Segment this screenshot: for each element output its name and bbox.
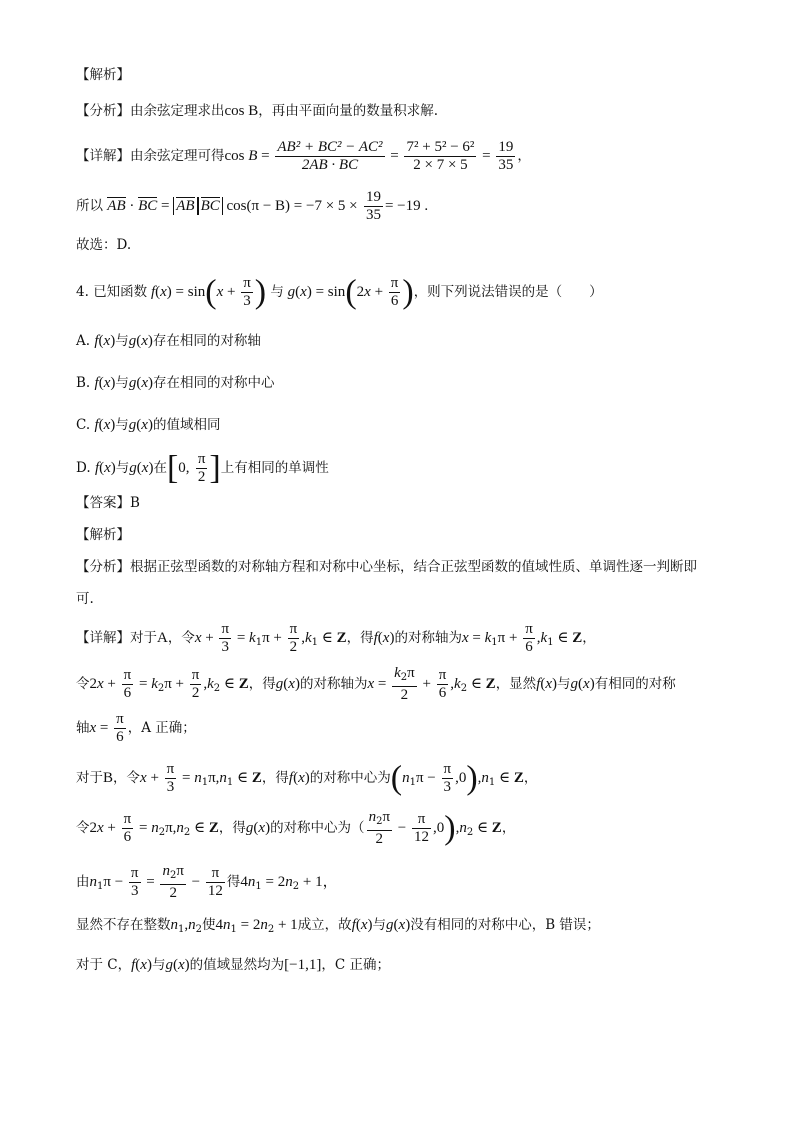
detail-b-line-3: 由$n_1\pi$ − $\frac{\pi}{3}$ = $\frac{n_2\pi}{2}$ − $\frac{\pi}{12}$ 得$4n_1 = 2n_2 + 1$， xyxy=(76,863,338,901)
f-pi-third: $\frac{\pi}{3}$ xyxy=(243,275,251,309)
detail-a-line-2: 令2x + $\frac{\pi}{6}$ = $k_2\pi$ + $\frac{\pi}{2}$ $,k_2$ ∈ Z，得g(x)的对称轴为x = $\frac{k_2\pi}{2}$ + $\frac{\pi}{6}$ $,k_2$ ∈ Z，显然f(x)与g(x)有相同的对称 xyxy=(76,665,676,703)
analysis-heading-1: 【解析】 xyxy=(76,67,130,83)
pi-over-two: $\frac{\pi}{2}$ xyxy=(197,451,206,485)
cos-formula-fraction: $\frac{\text{AB² + BC² − AC²}}{2AB \cdot BC}$ xyxy=(277,139,383,173)
detail-b-line-4: 显然不存在整数$n_1,n_2$使$4n_1 = 2n_2 + 1$成立，故f(x)与g(x)没有相同的对称中心，B 错误； xyxy=(76,917,600,935)
option-a: A. f(x)与g(x)存在相同的对称轴 xyxy=(76,333,261,349)
analysis-heading-2: 【解析】 xyxy=(76,527,130,543)
cos-result-fraction: $\frac{19}{35}$ xyxy=(498,139,514,173)
analysis-paragraph-2: 【分析】根据正弦型函数的对称轴方程和对称中心坐标，结合正弦型函数的值域性质、单调性逐一判断即 xyxy=(76,559,697,575)
detail-c-line: 对于 C，f(x)与g(x)的值域显然均为[−1,1]，C 正确； xyxy=(76,957,390,973)
detail-a-line-1: 【详解】对于A，令x + $\frac{\pi}{3}$ = $k_1\pi$ + $\frac{\pi}{2}$ $,k_1$ ∈ Z，得f(x)的对称轴为$x = k_1\pi$ + $\frac{\pi}{6}$ $,k_1$ ∈ Z， xyxy=(76,621,596,655)
analysis-paragraph-2-cont: 可. xyxy=(76,591,94,607)
dot-product-line: 所以 AB · BC = AB BC cos(π − B) = −7 × 5 × $\frac{19}{35}$ = −19 . xyxy=(76,189,429,223)
detail-b-line-2: 令2x + $\frac{\pi}{6}$ = $n_2\pi,n_2$ ∈ Z，得g(x)的对称中心为（ $\frac{n_2\pi}{2}$ − $\frac{\pi}{12}$ $,0),n_2$ ∈ Z， xyxy=(76,809,516,847)
g-pi-sixth: $\frac{\pi}{6}$ xyxy=(390,275,399,309)
answer-line: 【答案】B xyxy=(76,495,140,511)
dot-product-fraction: $\frac{19}{35}$ xyxy=(365,189,381,223)
detail-paragraph-1: 【详解】由余弦定理可得cos B = $\frac{\text{AB² + BC² − AC²}}{2AB \cdot BC}$ = $\frac{\text{7² + 5² − 6²}}{2 \times 7 \times 5}$ = $\frac{19}{35}$ ， xyxy=(76,139,531,173)
option-c: C. f(x)与g(x)的值域相同 xyxy=(76,417,221,433)
analysis-paragraph-1: 【分析】由余弦定理求出cos B，再由平面向量的数量积求解. xyxy=(76,103,439,119)
option-d: D. f(x)与g(x)在[0, $\frac{\pi}{2}$ ]上有相同的单调性 xyxy=(76,449,329,487)
detail-b-line-1: 对于B，令x + $\frac{\pi}{3}$ = $n_1\pi,n_1$ ∈ Z，得f(x)的对称中心为($n_1\pi$ − $\frac{\pi}{3}$ $,0),n_1$ ∈ Z， xyxy=(76,759,538,797)
option-b: B. f(x)与g(x)存在相同的对称中心 xyxy=(76,375,275,391)
detail-a-line-3: 轴x = $\frac{\pi}{6}$ ，A 正确； xyxy=(76,711,196,745)
choice-d-line: 故选：D. xyxy=(76,237,132,253)
question-4: 4. 已知函数 f(x) = sin(x + $\frac{\pi}{3}$ ) 与 g(x) = sin(2x + $\frac{\pi}{6}$ )，则下列说法错误的是（ ） xyxy=(76,273,603,311)
cos-values-fraction: $\frac{\text{7² + 5² − 6²}}{2 \times 7 \times 5}$ xyxy=(406,139,475,173)
